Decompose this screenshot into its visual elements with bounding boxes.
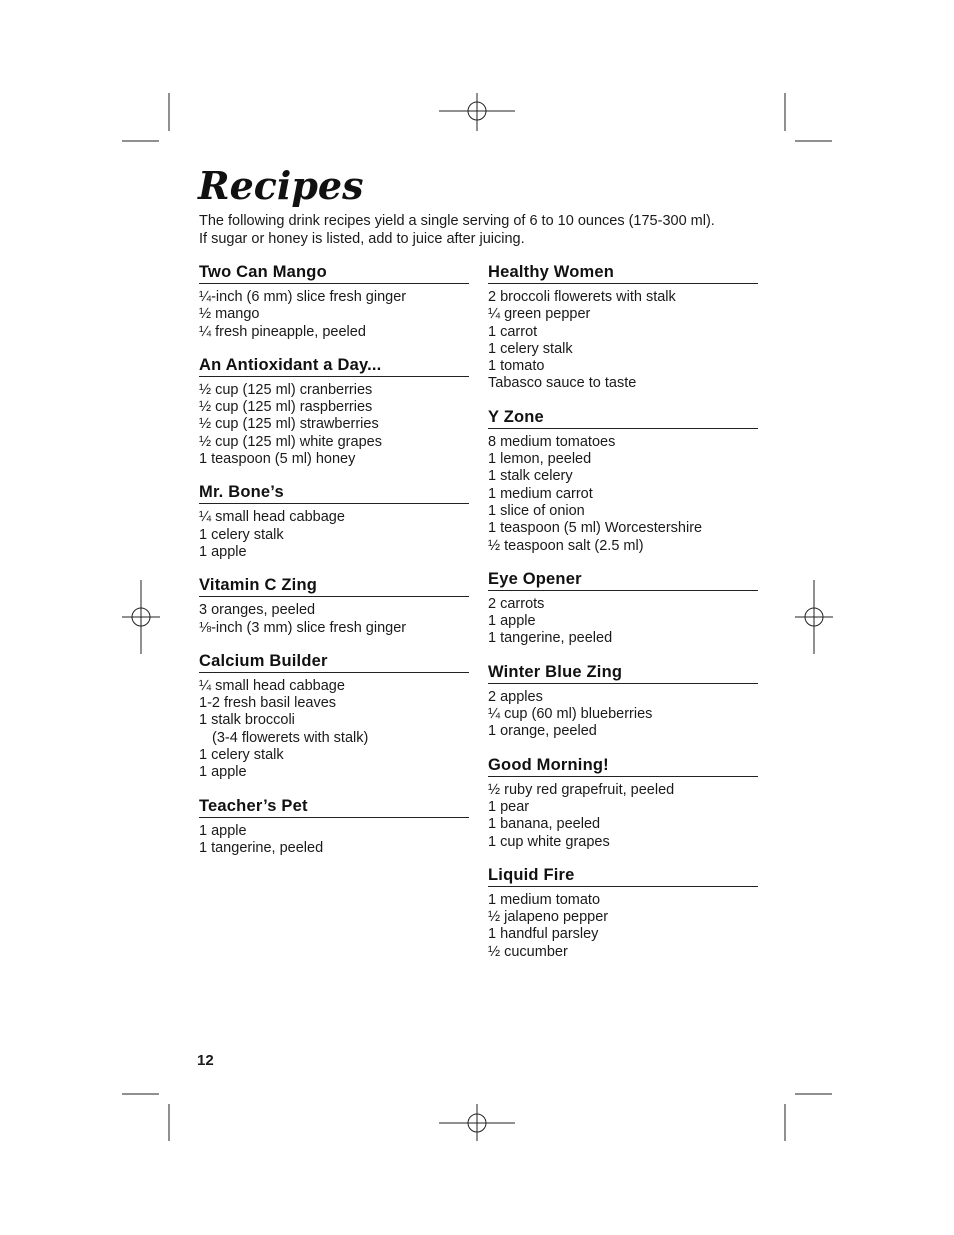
ingredient: 1 apple xyxy=(199,822,247,839)
ingredient: 1 apple xyxy=(199,543,247,560)
ingredient: ¼-inch (6 mm) slice fresh ginger xyxy=(199,289,407,305)
ingredient: ½ teaspoon salt (2.5 ml) xyxy=(488,537,644,554)
ingredient: 1 medium tomato xyxy=(488,891,601,908)
ingredient: ½ mango xyxy=(199,306,260,323)
recipe-two-can-mango xyxy=(199,262,469,341)
ingredient: 3 oranges, peeled xyxy=(199,602,316,619)
ingredient: 2 apples xyxy=(488,688,543,705)
ingredient: 1 banana, peeled xyxy=(488,816,601,833)
recipe-title: Two Can Mango xyxy=(199,262,469,284)
ingredient: ½ ruby red grapefruit, peeled xyxy=(488,781,675,798)
page-title: Recipes xyxy=(198,163,364,208)
ingredient: 1 apple xyxy=(488,613,536,630)
ingredient: ½ cup (125 ml) raspberries xyxy=(199,399,373,416)
recipe-title: Y Zone xyxy=(488,407,758,429)
ingredient: ½ cucumber xyxy=(488,943,568,960)
ingredient: 8 medium tomatoes xyxy=(488,433,616,450)
recipe-calcium-builder xyxy=(199,651,469,782)
ingredient: ¼ small head cabbage xyxy=(199,509,345,526)
recipe-vitamin-c-zing xyxy=(199,575,469,637)
ingredient: 1 celery stalk xyxy=(199,747,284,764)
ingredient: 1 teaspoon (5 ml) honey xyxy=(199,451,356,468)
registration-mark-top xyxy=(439,93,515,131)
right-column xyxy=(488,262,758,961)
ingredient: 1 celery stalk xyxy=(199,526,284,543)
recipe-title: Good Morning! xyxy=(488,755,758,777)
recipe-antioxidant-a-day xyxy=(199,355,469,468)
ingredient: 1-2 fresh basil leaves xyxy=(199,695,337,712)
recipe-title: Vitamin C Zing xyxy=(199,575,469,597)
recipe-eye-opener xyxy=(488,569,758,648)
ingredient: Tabasco sauce to taste xyxy=(488,375,637,392)
recipe-title: Liquid Fire xyxy=(488,865,758,887)
ingredient: 1 handful parsley xyxy=(488,926,599,943)
recipe-title: Eye Opener xyxy=(488,569,758,591)
ingredient: ½ cup (125 ml) cranberries xyxy=(199,381,373,398)
recipe-title: An Antioxidant a Day... xyxy=(199,355,469,377)
ingredient: (3-4 flowerets with stalk) xyxy=(212,729,369,746)
ingredient: 1 celery stalk xyxy=(488,340,573,357)
ingredient: 1 teaspoon (5 ml) Worcestershire xyxy=(488,520,703,537)
ingredient: 1 tangerine, peeled xyxy=(199,839,324,856)
registration-mark-right xyxy=(795,580,833,654)
recipe-winter-blue-zing xyxy=(488,662,758,741)
ingredient: 1 orange, peeled xyxy=(488,723,597,740)
ingredient: ¼ green pepper xyxy=(488,306,591,323)
left-column xyxy=(199,262,469,857)
ingredient: 2 broccoli flowerets with stalk xyxy=(488,289,676,305)
ingredient: ½ jalapeno pepper xyxy=(488,909,609,926)
recipe-teachers-pet xyxy=(199,796,469,858)
ingredient: 1 apple xyxy=(199,764,247,781)
recipe-title: Healthy Women xyxy=(488,262,758,284)
ingredient: ¼ fresh pineapple, peeled xyxy=(199,323,366,340)
recipe-title: Teacher’s Pet xyxy=(199,796,469,818)
ingredient: ⅛-inch (3 mm) slice fresh ginger xyxy=(199,619,407,636)
ingredient: 1 tangerine, peeled xyxy=(488,630,613,647)
recipe-good-morning xyxy=(488,755,758,851)
ingredient: ½ cup (125 ml) white grapes xyxy=(199,433,382,450)
registration-mark-bottom xyxy=(439,1104,515,1141)
intro-line: If sugar or honey is listed, add to juice after juicing. xyxy=(199,231,525,247)
ingredient: ¼ small head cabbage xyxy=(199,677,345,694)
ingredient: 1 pear xyxy=(488,798,530,815)
recipe-liquid-fire xyxy=(488,865,758,961)
ingredient: 1 tomato xyxy=(488,358,545,375)
ingredient: 1 medium carrot xyxy=(488,485,593,502)
registration-mark-left xyxy=(122,580,160,654)
intro-text xyxy=(199,212,799,248)
ingredient: ¼ cup (60 ml) blueberries xyxy=(488,706,653,723)
ingredient: 1 stalk celery xyxy=(488,468,573,485)
ingredient: 1 lemon, peeled xyxy=(488,451,592,468)
ingredient: ½ cup (125 ml) strawberries xyxy=(199,416,379,433)
page-number: 12 xyxy=(197,1052,214,1069)
ingredient: 1 carrot xyxy=(488,323,538,340)
recipe-title: Calcium Builder xyxy=(199,651,469,673)
ingredient: 2 carrots xyxy=(488,595,545,612)
recipe-mr-bones xyxy=(199,482,469,561)
ingredient: 1 cup white grapes xyxy=(488,833,610,850)
ingredient: 1 stalk broccoli xyxy=(199,712,295,729)
recipe-title: Mr. Bone’s xyxy=(199,482,469,504)
recipe-title: Winter Blue Zing xyxy=(488,662,758,684)
intro-line: The following drink recipes yield a single serving of 6 to 10 ounces (175-300 ml). xyxy=(199,213,715,229)
recipe-y-zone xyxy=(488,407,758,555)
recipe-healthy-women xyxy=(488,262,758,393)
ingredient: 1 slice of onion xyxy=(488,502,585,519)
